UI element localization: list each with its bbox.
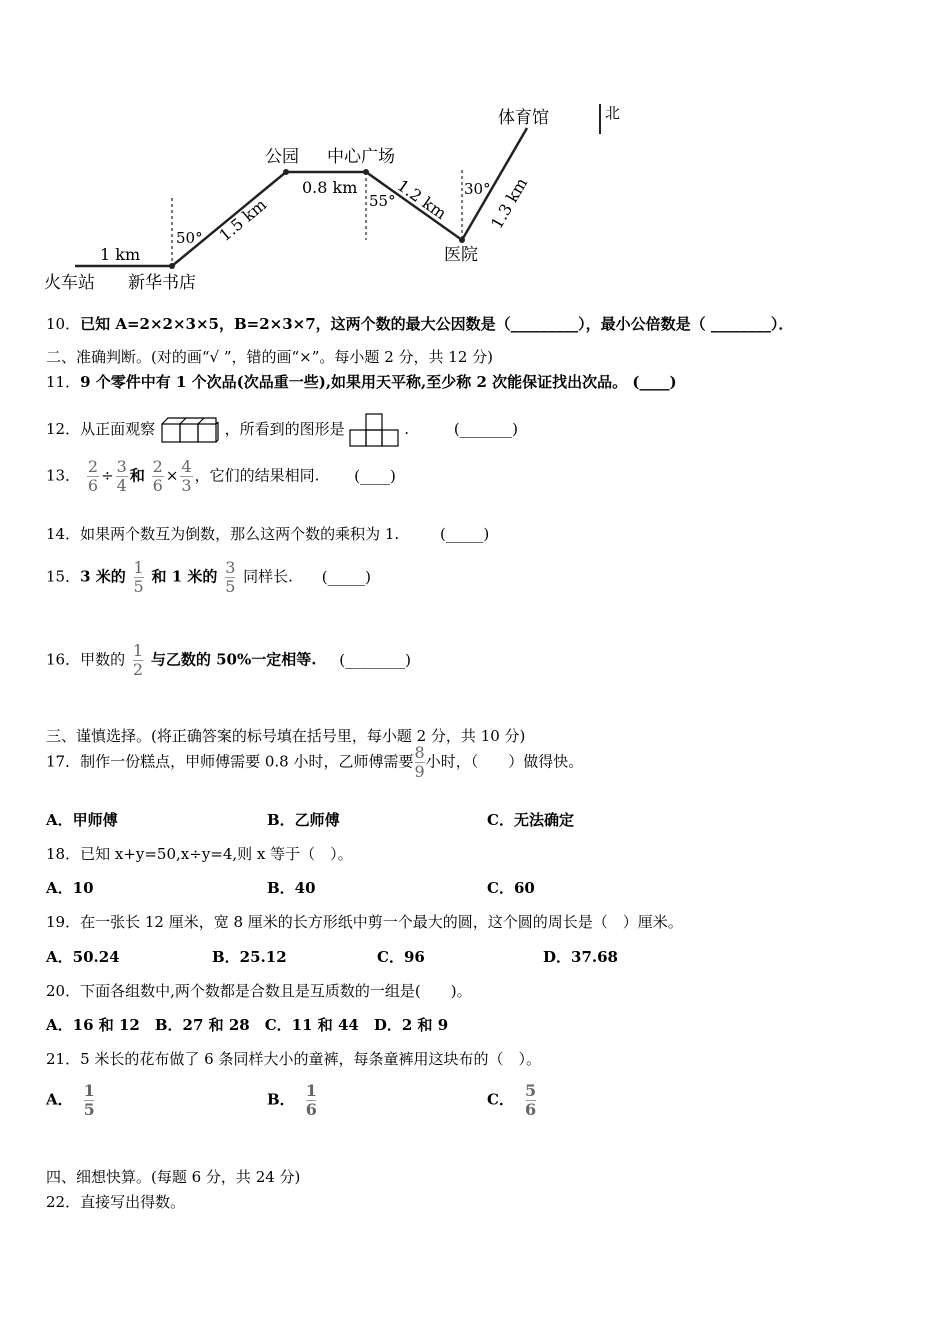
label-north: 北 [605,104,621,122]
question-11 [46,371,677,392]
q18-option-b[interactable]: B．40 [267,879,316,897]
q22-text: 直接写出得数。 [80,1193,186,1211]
q19-option-b[interactable]: B．25.12 [212,948,287,966]
distance-3: 0.8 km [302,178,358,197]
question-13 [46,458,396,495]
route-map [0,90,680,300]
question-15 [46,559,371,596]
question-10 [46,313,793,334]
q17-number: 17． [46,752,81,771]
question-17 [46,744,583,781]
q17-fraction: $\frac{8}{9}$ [414,743,425,781]
section-4-title: 四、细想快算。(每题 6 分，共 24 分) [46,1168,301,1186]
q16-blank: (________) [339,650,411,669]
question-18 [46,843,353,864]
q15-number: 15． [46,567,81,586]
q15-blank: (_____) [321,567,371,586]
q13-blank: (____) [354,466,396,485]
question-22 [46,1191,185,1212]
distance-5: 1.3 km [487,174,532,232]
distance-1: 1 km [100,245,141,264]
question-16 [46,642,411,679]
angle-1: 50° [176,229,203,247]
q21-option-b[interactable]: B． $\frac{1}{6}$ [267,1081,317,1119]
q15-fraction-1: $\frac{1}{5}$ [133,558,144,596]
q10-text: 已知 A=2×2×3×5，B=2×3×7，这两个数的最大公因数是（_________），最小公倍数是（ ________）． [80,315,794,333]
label-park: 公园 [265,147,299,167]
q13-text: ，它们的结果相同. [194,466,320,485]
q20-number: 20． [46,982,81,1000]
angle-3: 30° [464,180,491,198]
q14-text: 如果两个数互为倒数，那么这两个数的乘积为 1. [80,525,400,543]
q19-option-d[interactable]: D．37.68 [543,948,618,966]
q15-text-a: 3 米的 [80,567,126,586]
q19-option-a[interactable]: A．50.24 [46,948,120,966]
label-hospital: 医院 [444,245,478,265]
q19-option-c[interactable]: C．96 [377,948,425,966]
q17-option-c[interactable]: C．无法确定 [487,811,574,829]
distance-4: 1.2 km [393,175,450,224]
point-hospital [459,237,465,243]
question-21 [46,1048,541,1069]
point-bookstore [169,263,175,269]
section-3-title: 三、谨慎选择。(将正确答案的标号填在括号里，每小题 2 分，共 10 分) [46,727,526,745]
q16-text-b: 与乙数的 50%一定相等. [150,650,317,669]
section-2-title: 二、准确判断。(对的画“√ ”，错的画“×”。每小题 2 分，共 12 分) [46,348,493,366]
question-12 [46,413,518,447]
q13-number: 13． [46,466,81,485]
q13-times-sign: × [165,466,179,485]
q17-text-b: 小时，（ ）做得快。 [425,752,584,771]
q12-number: 12． [46,420,81,438]
q10-number: 10． [46,315,81,333]
q14-number: 14． [46,525,81,543]
q18-option-c[interactable]: C．60 [487,879,535,897]
q11-text: 9 个零件中有 1 个次品(次品重一些),如果用天平称,至少称 2 次能保证找出次品。 (____) [80,373,677,391]
q16-number: 16． [46,650,81,669]
q12-blank: (_______) [453,420,519,438]
q19-number: 19． [46,913,81,931]
q15-text-b: 和 1 米的 [151,567,218,586]
q12-text-pre: 从正面观察 [80,420,156,438]
q18-option-a[interactable]: A．10 [46,879,94,897]
label-station: 火车站 [44,273,95,293]
q11-number: 11． [46,373,81,391]
q18-number: 18． [46,845,81,863]
q13-and: 和 [129,466,145,485]
q12-text-post: . [404,420,410,438]
q16-fraction: $\frac{1}{2}$ [132,641,144,679]
point-plaza [363,169,369,175]
q21-option-a[interactable]: A． $\frac{1}{5}$ [46,1081,95,1119]
q16-text-a: 甲数的 [80,650,126,669]
q17-option-b[interactable]: B．乙师傅 [267,811,340,829]
question-19 [46,911,683,932]
solid-3d-figure [160,416,220,444]
q15-text-c: 同样长. [243,567,293,586]
q13-fraction-1: $\frac{2}{6}$ [87,457,99,495]
label-bookstore: 新华书店 [128,273,196,293]
q14-blank: (_____) [439,525,490,543]
q13-fraction-4: $\frac{4}{3}$ [181,457,192,495]
q21-text: 5 米长的花布做了 6 条同样大小的童裤，每条童裤用这块布的（ ）。 [80,1050,541,1068]
q17-option-a[interactable]: A．甲师傅 [46,811,118,829]
q22-number: 22． [46,1193,81,1211]
label-plaza: 中心广场 [327,147,395,167]
distance-2: 1.5 km [215,194,271,246]
q15-fraction-2: $\frac{3}{5}$ [225,558,236,596]
point-park [283,169,289,175]
q18-text: 已知 x+y=50,x÷y=4,则 x 等于（ ）。 [80,845,353,863]
q13-fraction-3: $\frac{2}{6}$ [152,457,163,495]
question-20 [46,980,472,1001]
q20-text: 下面各组数中,两个数都是合数且是互质数的一组是( )。 [80,982,472,1000]
q21-option-c[interactable]: C． $\frac{5}{6}$ [487,1081,537,1119]
front-view-figure [349,413,399,447]
label-gym: 体育馆 [498,108,549,128]
q13-fraction-2: $\frac{3}{4}$ [116,457,127,495]
q20-options[interactable]: A．16 和 12 B．27 和 28 C．11 和 44 D．2 和 9 [46,1016,449,1034]
angle-2: 55° [369,192,396,210]
q19-text: 在一张长 12 厘米，宽 8 厘米的长方形纸中剪一个最大的圆，这个圆的周长是（ ）厘米。 [80,913,683,931]
q21-number: 21． [46,1050,81,1068]
q12-text-mid: ，所看到的图形是 [224,420,345,438]
question-14 [46,523,489,544]
q13-divide-sign: ÷ [101,466,114,485]
q17-text-a: 制作一份糕点，甲师傅需要 0.8 小时，乙师傅需要 [80,752,414,771]
